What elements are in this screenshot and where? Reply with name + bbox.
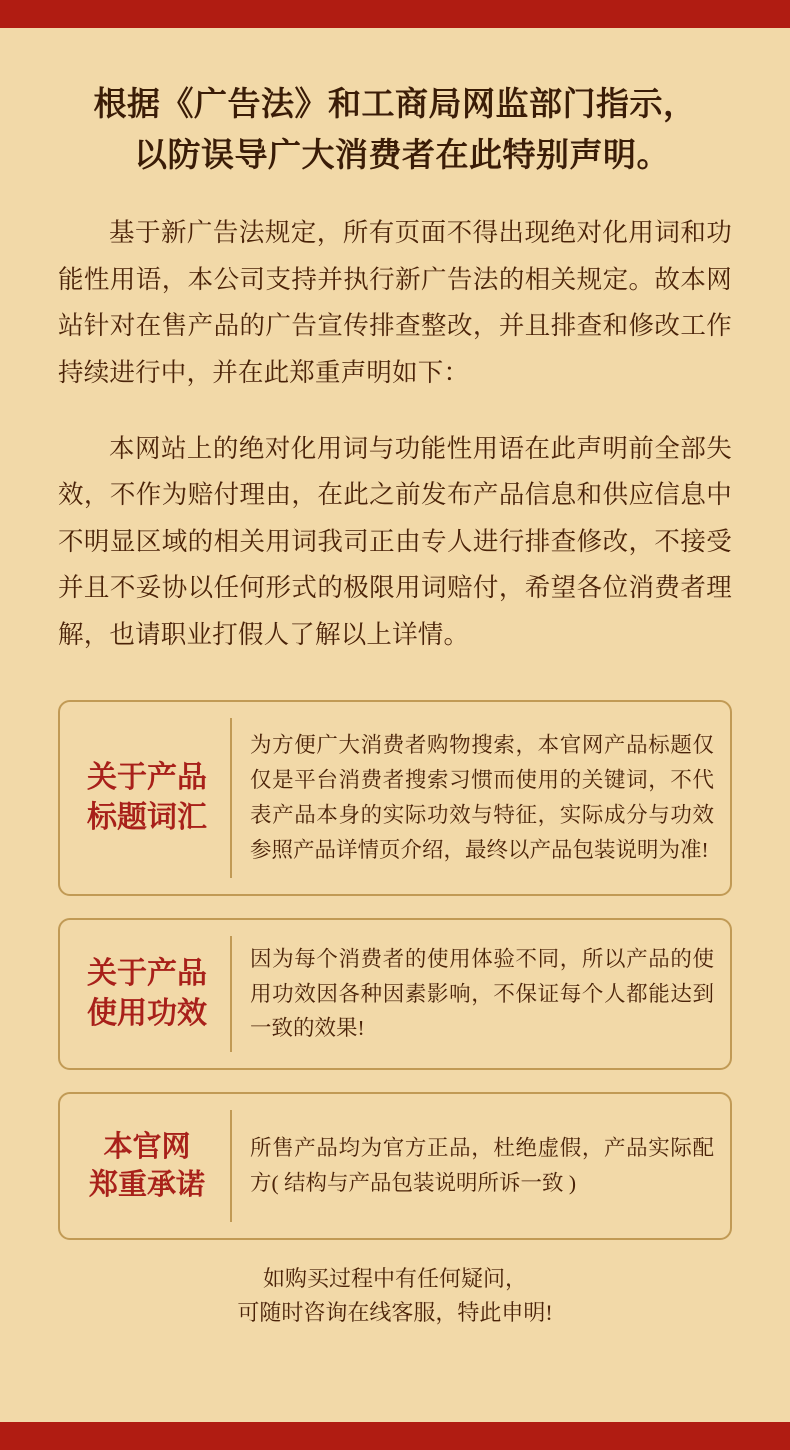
box-text-content: 为方便广大消费者购物搜索，本官网产品标题仅仅是平台消费者搜索习惯而使用的关键词，不代表产品本身的实际功效与特征，实际成分与功效参照产品详情页介绍，最终以产品包装说明为准! [250,733,714,862]
title-line-1: 根据《广告法》和工商局网监部门指示， [93,87,697,123]
statement-box-list [58,700,732,1240]
panel-inner [0,80,790,1330]
statement-paragraph-1: 基于新广告法规定，所有页面不得出现绝对化用词和功能性用语，本公司支持并执行新广告法的相关规定。故本网站针对在售产品的广告宣传排查整改，并且排查和修改工作持续进行中，并在此郑重声明如下： [58,218,732,387]
box-text-content: 所售产品均为官方正品，杜绝虚假，产品实际配方( 结构与产品包装说明所诉一致 ) [250,1136,714,1195]
page-title [58,80,732,182]
statement-paragraph-2: 本网站上的绝对化用词与功能性用语在此声明前全部失效，不作为赔付理由，在此之前发布产品信息和供应信息中不明显区域的相关用词我司正由专人进行排查修改，不接受并且不妥协以任何形式的极限用词赔付，希望各位消费者理解，也请职业打假人了解以上详情。 [58,433,732,649]
footer-line-1: 如购买过程中有任何疑问， [262,1265,527,1291]
box-text-official-promise [232,1094,730,1238]
statement-box-product-effect [58,918,732,1070]
statement-box-product-title [58,700,732,896]
box-label-product-effect [60,920,230,1068]
statement-panel [0,28,790,1422]
box-label-line-1: 关于产品 [87,761,207,795]
title-line-2: 以防误导广大消费者在此特别声明。 [134,138,670,175]
footer-line-2: 可随时咨询在线客服，特此申明! [237,1300,553,1326]
box-text-product-effect [232,920,730,1068]
box-label-line-1: 本官网 [103,1130,191,1163]
box-label-line-1: 关于产品 [87,957,207,991]
box-text-product-title [232,702,730,894]
box-label-official-promise [60,1094,230,1238]
box-label-product-title [60,702,230,894]
footer-note [58,1262,732,1330]
box-label-line-2: 使用功效 [87,996,207,1030]
box-text-content: 因为每个消费者的使用体验不同，所以产品的使用功效因各种因素影响，不保证每个人都能达到一致的效果! [250,946,714,1041]
box-label-line-2: 郑重承诺 [88,1168,205,1201]
statement-box-official-promise [58,1092,732,1240]
box-label-line-2: 标题词汇 [87,800,207,834]
